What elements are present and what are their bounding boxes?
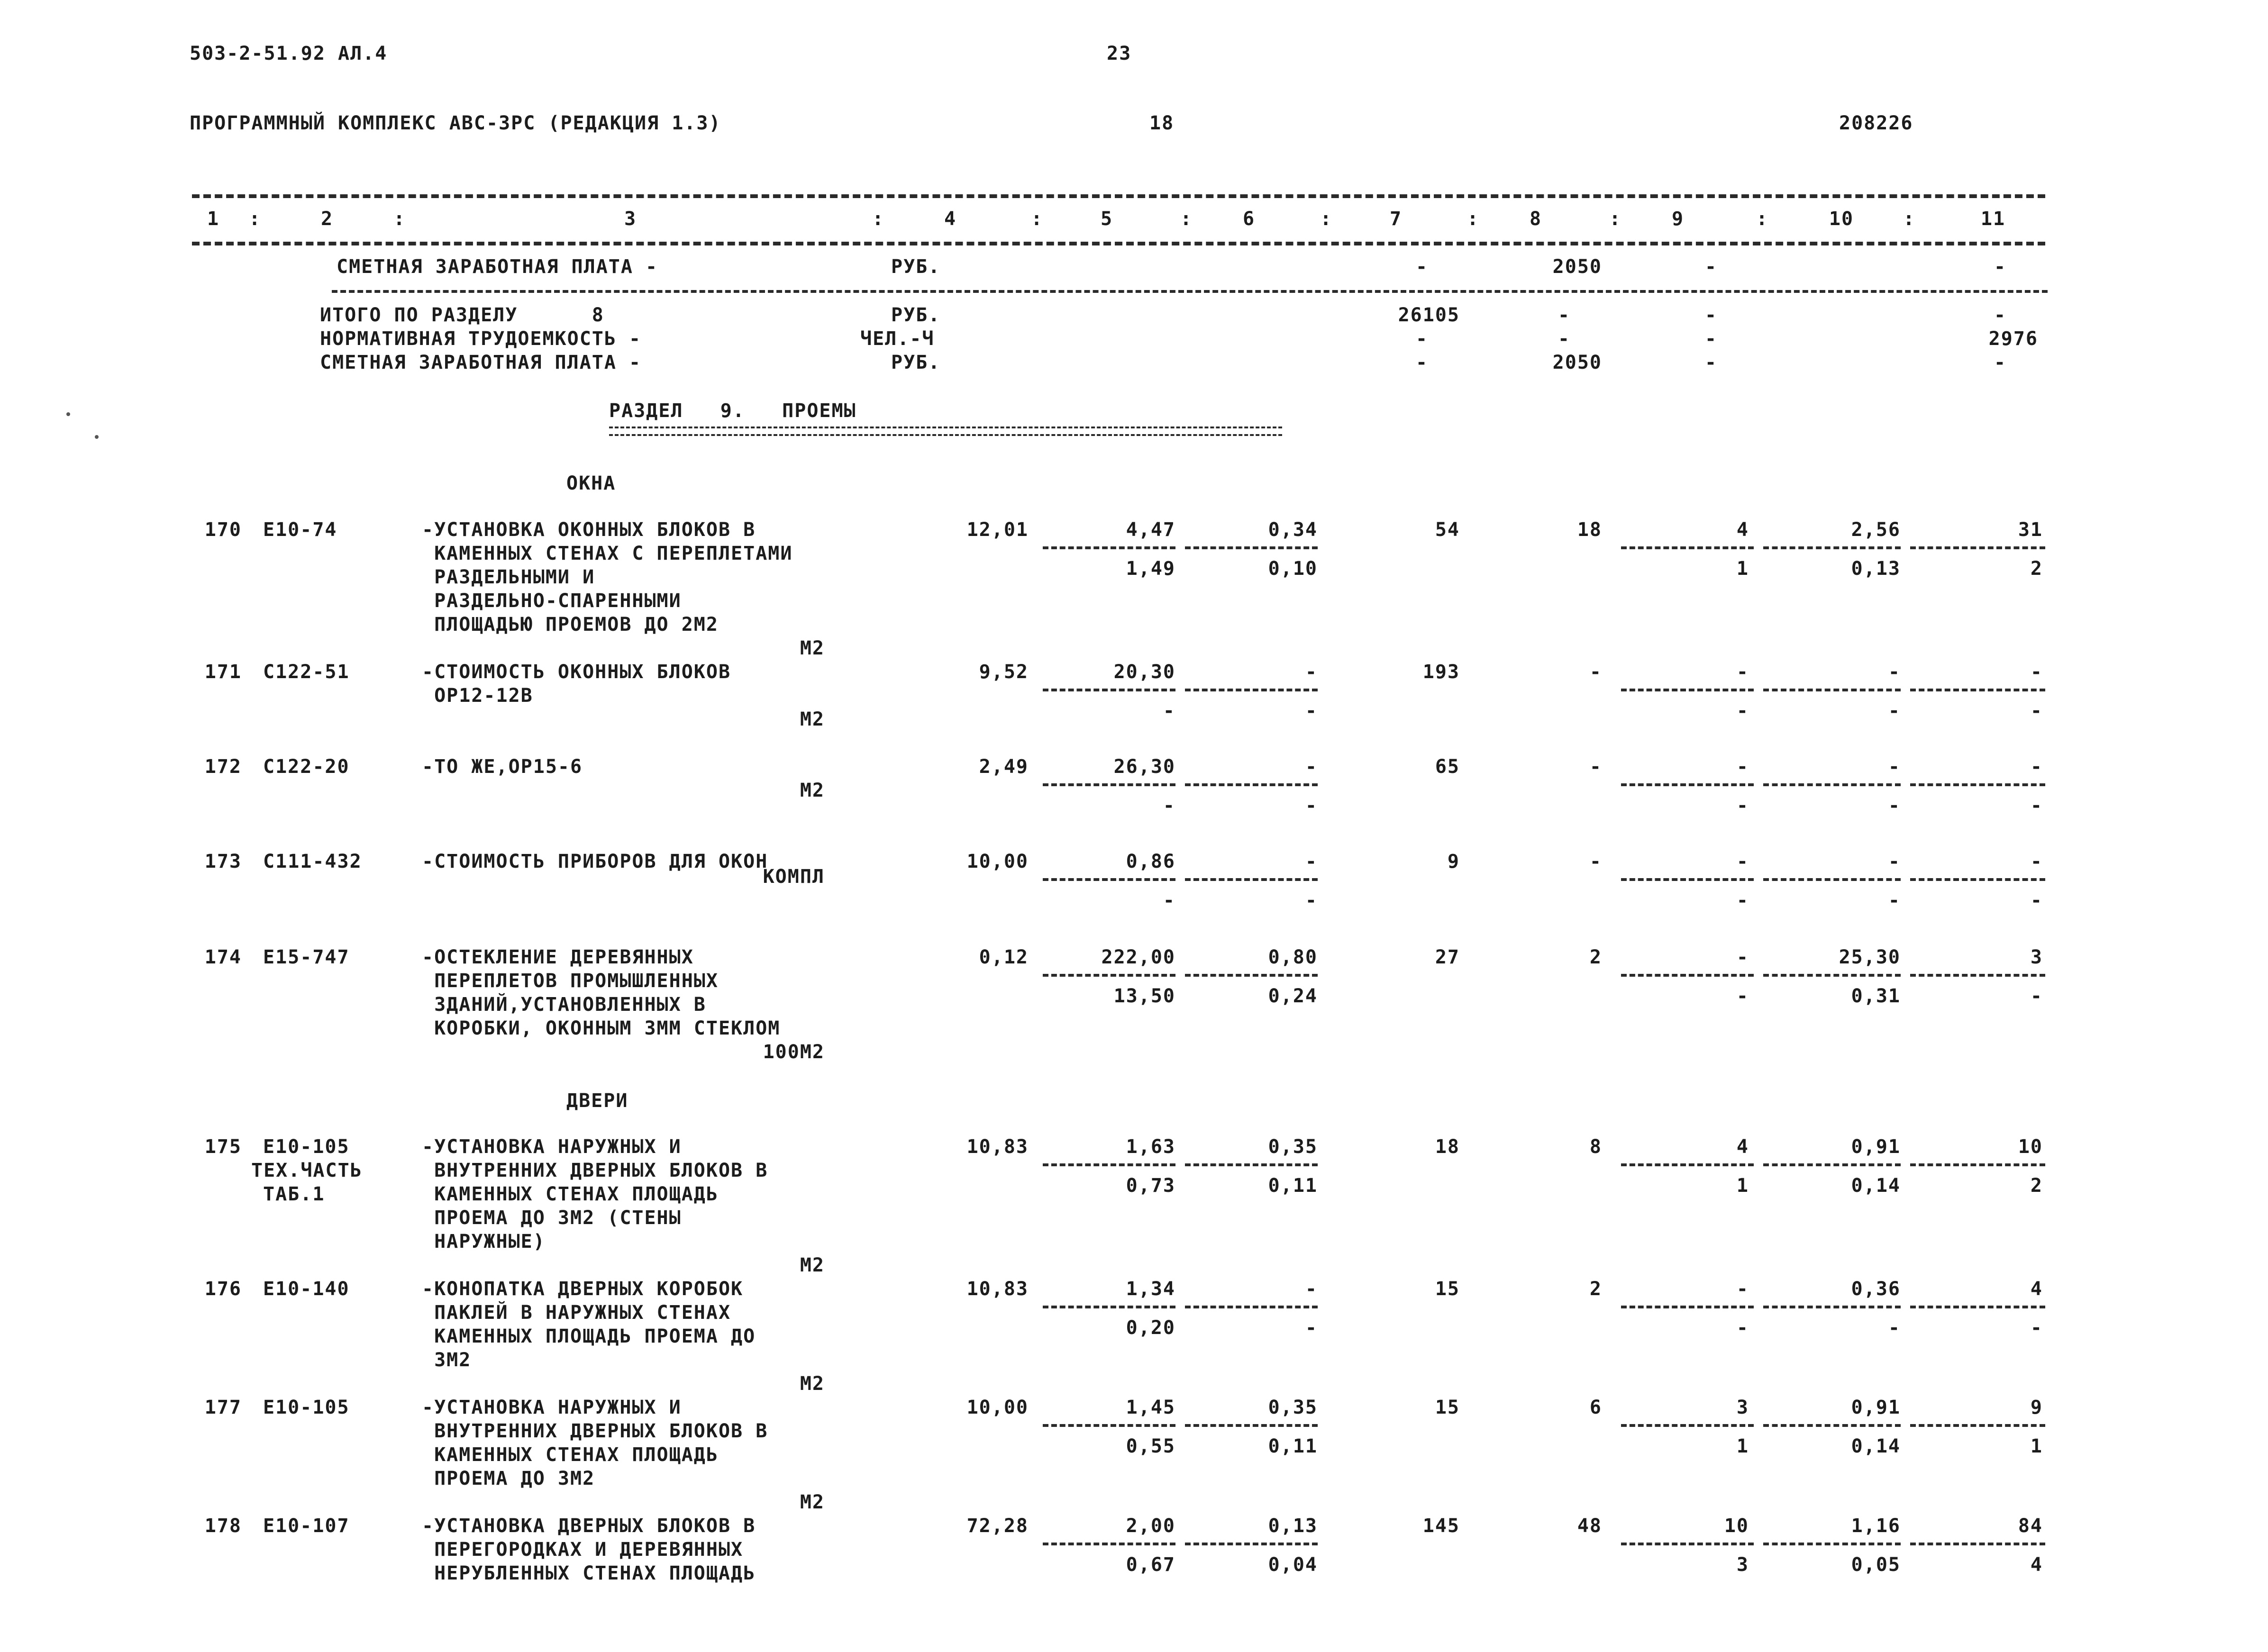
- row-code: Е10-107: [263, 1515, 350, 1537]
- row-labor: -: [1888, 661, 1901, 683]
- fraction-rule: [1621, 1163, 1754, 1166]
- row-operation-wage: -: [1736, 795, 1749, 817]
- row-operation-cost: -: [1736, 756, 1749, 778]
- fraction-rule: [1621, 1424, 1754, 1427]
- labor-intensity-c9: -: [1704, 328, 1718, 350]
- row-unit: 100М2: [763, 1041, 825, 1063]
- column-separator: :: [1467, 208, 1480, 230]
- row-unit: М2: [800, 1491, 825, 1513]
- scan-speck: [95, 435, 99, 439]
- row-unit: М2: [800, 1373, 825, 1395]
- row-labor-machine: 0,13: [1851, 558, 1901, 580]
- row-total-cost: 145: [1422, 1515, 1460, 1537]
- row-labor-total: 84: [2018, 1515, 2043, 1537]
- estimated-wage-c8: 2050: [1552, 352, 1602, 373]
- row-labor-machine-total: -: [2030, 890, 2043, 911]
- row-labor-machine-total: -: [2030, 795, 2043, 817]
- fraction-rule: [1763, 1424, 1901, 1427]
- column-separator: :: [1609, 208, 1622, 230]
- row-description: -СТОИМОСТЬ ПРИБОРОВ ДЛЯ ОКОН: [422, 851, 768, 872]
- row-unit-price: 1,63: [1126, 1136, 1175, 1158]
- row-unit-price-wage: -: [1163, 795, 1175, 817]
- row-quantity: 0,12: [979, 946, 1029, 968]
- fraction-rule: [1043, 1543, 1175, 1545]
- fraction-rule: [1043, 1424, 1175, 1427]
- fraction-rule: [1763, 1163, 1901, 1166]
- section-title-underline: [609, 427, 1282, 436]
- row-operation-wage: 1: [1736, 558, 1749, 580]
- fraction-rule: [1763, 689, 1901, 691]
- row-description: -УСТАНОВКА ОКОННЫХ БЛОКОВ В КАМЕННЫХ СТЕНАХ С ПЕРЕПЛЕТАМИ РАЗДЕЛЬНЫМИ И РАЗДЕЛЬНО-СПАРЕННЫМИ ПЛОЩАДЬЮ ПРОЕМОВ ДО 2М2: [422, 519, 793, 635]
- column-separator: :: [249, 208, 262, 230]
- row-unit-price: 222,00: [1101, 946, 1175, 968]
- fraction-rule: [1185, 878, 1318, 881]
- column-separator: :: [1180, 208, 1193, 230]
- labor-intensity-label: НОРМАТИВНАЯ ТРУДОЕМКОСТЬ -: [320, 328, 642, 350]
- fraction-rule: [1621, 878, 1754, 881]
- row-quantity: 10,00: [966, 1397, 1029, 1418]
- fraction-rule: [1043, 689, 1175, 691]
- row-code-table: ТАБ.1: [263, 1183, 325, 1205]
- row-wages: -: [1589, 661, 1602, 683]
- column-number-1: 1: [207, 208, 220, 230]
- fraction-rule: [1910, 1163, 2045, 1166]
- row-quantity: 10,00: [966, 851, 1029, 872]
- row-unit-price-wage: 0,73: [1126, 1175, 1175, 1197]
- row-unit-price: 1,34: [1126, 1278, 1175, 1300]
- row-total-cost: 15: [1435, 1278, 1460, 1300]
- table-header-rule: [192, 242, 2045, 245]
- column-separator: :: [1320, 208, 1333, 230]
- estimated-wage-c7: -: [1415, 352, 1429, 373]
- section-total-c11: -: [1994, 304, 2007, 326]
- row-labor-machine-total: 2: [2030, 558, 2043, 580]
- row-labor: 0,91: [1851, 1136, 1901, 1158]
- row-wages: 2: [1589, 1278, 1602, 1300]
- summary-wage-c11: -: [1994, 256, 2007, 278]
- row-machine-wage: 0,04: [1268, 1554, 1318, 1576]
- estimate-code: 208226: [1839, 112, 1913, 134]
- row-wages: 6: [1589, 1397, 1602, 1418]
- fraction-rule: [1043, 1306, 1175, 1308]
- row-number: 173: [204, 851, 242, 872]
- row-machine-cost: 0,80: [1268, 946, 1318, 968]
- row-labor-machine-total: 2: [2030, 1175, 2043, 1197]
- row-machine-wage: -: [1305, 1317, 1318, 1339]
- row-labor-machine-total: -: [2030, 985, 2043, 1007]
- row-code: С122-20: [263, 756, 350, 778]
- row-machine-wage: 0,11: [1268, 1435, 1318, 1457]
- fraction-rule: [1910, 1543, 2045, 1545]
- program-title: ПРОГРАММНЫЙ КОМПЛЕКС АВС-3РС (РЕДАКЦИЯ 1.3): [190, 112, 721, 134]
- fraction-rule: [1621, 783, 1754, 786]
- row-labor-total: 10: [2018, 1136, 2043, 1158]
- row-machine-cost: -: [1305, 851, 1318, 872]
- row-total-cost: 15: [1435, 1397, 1460, 1418]
- column-number-6: 6: [1242, 208, 1256, 230]
- row-machine-wage: -: [1305, 700, 1318, 722]
- fraction-rule: [1910, 1424, 2045, 1427]
- labor-intensity-c11: 2976: [1988, 328, 2038, 350]
- fraction-rule: [1910, 974, 2045, 977]
- fraction-rule: [1043, 878, 1175, 881]
- summary-wage-c9: -: [1704, 256, 1718, 278]
- row-labor-machine: 0,14: [1851, 1175, 1901, 1197]
- row-unit-price-wage: 1,49: [1126, 558, 1175, 580]
- estimated-wage-unit: РУБ.: [891, 352, 941, 373]
- row-labor: -: [1888, 756, 1901, 778]
- row-operation-wage: 3: [1736, 1554, 1749, 1576]
- row-description: -УСТАНОВКА НАРУЖНЫХ И ВНУТРЕННИХ ДВЕРНЫХ БЛОКОВ В КАМЕННЫХ СТЕНАХ ПЛОЩАДЬ ПРОЕМА ДО 3М2: [422, 1397, 768, 1489]
- row-operation-wage: 1: [1736, 1435, 1749, 1457]
- column-number-3: 3: [624, 208, 637, 230]
- column-number-7: 7: [1389, 208, 1403, 230]
- row-unit-price-wage: -: [1163, 890, 1175, 911]
- row-total-cost: 193: [1422, 661, 1460, 683]
- row-operation-wage: -: [1736, 890, 1749, 911]
- fraction-rule: [1185, 783, 1318, 786]
- subsection-doors: ДВЕРИ: [566, 1090, 628, 1112]
- column-number-11: 11: [1980, 208, 2006, 230]
- row-labor-machine-total: -: [2030, 1317, 2043, 1339]
- row-description: -УСТАНОВКА ДВЕРНЫХ БЛОКОВ В ПЕРЕГОРОДКАХ И ДЕРЕВЯННЫХ НЕРУБЛЕННЫХ СТЕНАХ ПЛОЩАДЬ: [422, 1515, 756, 1584]
- section-total-c8: -: [1558, 304, 1571, 326]
- row-wages: -: [1589, 851, 1602, 872]
- table-top-rule: [192, 194, 2045, 198]
- row-description: -ОСТЕКЛЕНИЕ ДЕРЕВЯННЫХ ПЕРЕПЛЕТОВ ПРОМЫШЛЕННЫХ ЗДАНИЙ,УСТАНОВЛЕННЫХ В КОРОБКИ, ОКОННЫМ 3ММ СТЕКЛОМ: [422, 946, 781, 1039]
- fraction-rule: [1763, 1306, 1901, 1308]
- row-machine-cost: -: [1305, 756, 1318, 778]
- fraction-rule: [1763, 546, 1901, 549]
- row-quantity: 9,52: [979, 661, 1029, 683]
- row-number: 171: [204, 661, 242, 683]
- row-wages: 2: [1589, 946, 1602, 968]
- fraction-rule: [1185, 1424, 1318, 1427]
- row-total-cost: 18: [1435, 1136, 1460, 1158]
- row-unit-price: 4,47: [1126, 519, 1175, 541]
- row-machine-cost: 0,13: [1268, 1515, 1318, 1537]
- fraction-rule: [1763, 974, 1901, 977]
- labor-intensity-unit: ЧЕЛ.-Ч: [860, 328, 935, 350]
- row-operation-cost: -: [1736, 661, 1749, 683]
- row-labor: 25,30: [1839, 946, 1901, 968]
- estimated-wage-c11: -: [1994, 352, 2007, 373]
- fraction-rule: [1910, 878, 2045, 881]
- column-number-2: 2: [320, 208, 334, 230]
- fraction-rule: [1621, 974, 1754, 977]
- row-labor-machine: 0,05: [1851, 1554, 1901, 1576]
- row-code: С111-432: [263, 851, 362, 872]
- row-labor-machine: 0,31: [1851, 985, 1901, 1007]
- row-machine-cost: 0,35: [1268, 1136, 1318, 1158]
- row-number: 175: [204, 1136, 242, 1158]
- row-labor-machine: -: [1888, 700, 1901, 722]
- row-unit: М2: [800, 1254, 825, 1276]
- row-code: Е10-140: [263, 1278, 350, 1300]
- section-title: РАЗДЕЛ 9. ПРОЕМЫ: [609, 400, 856, 422]
- row-description: -ТО ЖЕ,ОР15-6: [422, 756, 583, 778]
- row-machine-wage: -: [1305, 795, 1318, 817]
- row-quantity: 12,01: [966, 519, 1029, 541]
- row-labor: 0,91: [1851, 1397, 1901, 1418]
- row-unit-price-wage: -: [1163, 700, 1175, 722]
- row-quantity: 10,83: [966, 1278, 1029, 1300]
- row-labor-total: 3: [2030, 946, 2043, 968]
- row-machine-cost: 0,34: [1268, 519, 1318, 541]
- row-wages: -: [1589, 756, 1602, 778]
- row-wages: 18: [1577, 519, 1602, 541]
- row-unit-price-wage: 13,50: [1113, 985, 1175, 1007]
- fraction-rule: [1763, 878, 1901, 881]
- page-number: 23: [1107, 43, 1132, 64]
- row-description: -КОНОПАТКА ДВЕРНЫХ КОРОБОК ПАКЛЕЙ В НАРУЖНЫХ СТЕНАХ КАМЕННЫХ ПЛОЩАДЬ ПРОЕМА ДО 3М2: [422, 1278, 756, 1371]
- row-machine-cost: -: [1305, 1278, 1318, 1300]
- row-labor: 1,16: [1851, 1515, 1901, 1537]
- row-labor-machine-total: -: [2030, 700, 2043, 722]
- fraction-rule: [1185, 1306, 1318, 1308]
- section-total-unit: РУБ.: [891, 304, 941, 326]
- row-labor-machine: 0,14: [1851, 1435, 1901, 1457]
- column-number-9: 9: [1671, 208, 1685, 230]
- row-unit-price-wage: 0,20: [1126, 1317, 1175, 1339]
- row-quantity: 2,49: [979, 756, 1029, 778]
- row-machine-wage: -: [1305, 890, 1318, 911]
- fraction-rule: [1043, 974, 1175, 977]
- fraction-rule: [1185, 546, 1318, 549]
- row-labor: -: [1888, 851, 1901, 872]
- column-separator: :: [1031, 208, 1044, 230]
- sheet-number: 18: [1149, 112, 1175, 134]
- column-number-4: 4: [944, 208, 957, 230]
- row-code: Е10-105: [263, 1136, 350, 1158]
- fraction-rule: [1621, 1306, 1754, 1308]
- row-labor: 2,56: [1851, 519, 1901, 541]
- row-labor-machine-total: 1: [2030, 1435, 2043, 1457]
- row-code-note: ТЕХ.ЧАСТЬ: [251, 1160, 363, 1181]
- fraction-rule: [1185, 1543, 1318, 1545]
- fraction-rule: [1621, 546, 1754, 549]
- row-machine-wage: 0,10: [1268, 558, 1318, 580]
- row-total-cost: 65: [1435, 756, 1460, 778]
- row-total-cost: 54: [1435, 519, 1460, 541]
- row-machine-wage: 0,11: [1268, 1175, 1318, 1197]
- row-unit-price: 1,45: [1126, 1397, 1175, 1418]
- fraction-rule: [1910, 546, 2045, 549]
- document-code: 503-2-51.92 АЛ.4: [190, 43, 388, 64]
- fraction-rule: [1621, 689, 1754, 691]
- row-operation-wage: 1: [1736, 1175, 1749, 1197]
- row-unit-price: 2,00: [1126, 1515, 1175, 1537]
- fraction-rule: [1910, 1306, 2045, 1308]
- row-unit-price-wage: 0,67: [1126, 1554, 1175, 1576]
- row-total-cost: 9: [1447, 851, 1460, 872]
- summary-rule: [332, 290, 2048, 293]
- column-number-5: 5: [1100, 208, 1113, 230]
- row-number: 172: [204, 756, 242, 778]
- fraction-rule: [1043, 783, 1175, 786]
- row-operation-cost: -: [1736, 946, 1749, 968]
- row-labor-machine: -: [1888, 1317, 1901, 1339]
- row-number: 177: [204, 1397, 242, 1418]
- fraction-rule: [1621, 1543, 1754, 1545]
- row-unit-price: 26,30: [1113, 756, 1175, 778]
- column-separator: :: [393, 208, 406, 230]
- estimated-wage-label: СМЕТНАЯ ЗАРАБОТНАЯ ПЛАТА -: [320, 352, 642, 373]
- row-unit: М2: [800, 780, 825, 801]
- scan-speck: [66, 412, 70, 416]
- row-unit: М2: [800, 708, 825, 730]
- row-operation-cost: -: [1736, 1278, 1749, 1300]
- fraction-rule: [1185, 974, 1318, 977]
- section-total-c9: -: [1704, 304, 1718, 326]
- row-description: -СТОИМОСТЬ ОКОННЫХ БЛОКОВ ОР12-12В: [422, 661, 731, 707]
- row-number: 174: [204, 946, 242, 968]
- labor-intensity-c7: -: [1415, 328, 1429, 350]
- row-labor-total: -: [2030, 756, 2043, 778]
- summary-wage-c7: -: [1415, 256, 1429, 278]
- row-operation-cost: 4: [1736, 1136, 1749, 1158]
- row-machine-cost: 0,35: [1268, 1397, 1318, 1418]
- row-unit-price: 20,30: [1113, 661, 1175, 683]
- row-labor-total: 4: [2030, 1278, 2043, 1300]
- row-operation-cost: 3: [1736, 1397, 1749, 1418]
- row-labor-machine-total: 4: [2030, 1554, 2043, 1576]
- column-separator: :: [1903, 208, 1916, 230]
- row-operation-cost: 4: [1736, 519, 1749, 541]
- row-wages: 8: [1589, 1136, 1602, 1158]
- fraction-rule: [1910, 783, 2045, 786]
- fraction-rule: [1185, 1163, 1318, 1166]
- estimated-wage-c9: -: [1704, 352, 1718, 373]
- row-number: 170: [204, 519, 242, 541]
- fraction-rule: [1043, 546, 1175, 549]
- row-wages: 48: [1577, 1515, 1602, 1537]
- section-total-c7: 26105: [1398, 304, 1460, 326]
- row-labor-machine: -: [1888, 795, 1901, 817]
- row-operation-wage: -: [1736, 1317, 1749, 1339]
- row-code: Е15-747: [263, 946, 350, 968]
- summary-wage-label: СМЕТНАЯ ЗАРАБОТНАЯ ПЛАТА -: [337, 256, 658, 278]
- fraction-rule: [1910, 689, 2045, 691]
- fraction-rule: [1185, 689, 1318, 691]
- column-separator: :: [872, 208, 885, 230]
- section-total-label: ИТОГО ПО РАЗДЕЛУ 8: [320, 304, 604, 326]
- row-operation-wage: -: [1736, 700, 1749, 722]
- row-labor: 0,36: [1851, 1278, 1901, 1300]
- row-machine-cost: -: [1305, 661, 1318, 683]
- row-labor-total: -: [2030, 661, 2043, 683]
- row-code: Е10-74: [263, 519, 337, 541]
- row-unit-price-wage: 0,55: [1126, 1435, 1175, 1457]
- row-operation-cost: 10: [1724, 1515, 1749, 1537]
- fraction-rule: [1763, 1543, 1901, 1545]
- row-number: 176: [204, 1278, 242, 1300]
- row-operation-wage: -: [1736, 985, 1749, 1007]
- row-description: -УСТАНОВКА НАРУЖНЫХ И ВНУТРЕННИХ ДВЕРНЫХ БЛОКОВ В КАМЕННЫХ СТЕНАХ ПЛОЩАДЬ ПРОЕМА ДО 3М2 (СТЕНЫ НАРУЖНЫЕ): [422, 1136, 768, 1253]
- row-labor-total: -: [2030, 851, 2043, 872]
- row-total-cost: 27: [1435, 946, 1460, 968]
- summary-wage-c8: 2050: [1552, 256, 1602, 278]
- column-number-8: 8: [1529, 208, 1542, 230]
- labor-intensity-c8: -: [1558, 328, 1571, 350]
- row-unit-price: 0,86: [1126, 851, 1175, 872]
- row-labor-machine: -: [1888, 890, 1901, 911]
- row-operation-cost: -: [1736, 851, 1749, 872]
- subsection-windows: ОКНА: [566, 472, 616, 494]
- row-labor-total: 9: [2030, 1397, 2043, 1418]
- row-labor-total: 31: [2018, 519, 2043, 541]
- row-quantity: 10,83: [966, 1136, 1029, 1158]
- fraction-rule: [1043, 1163, 1175, 1166]
- row-unit: КОМПЛ: [763, 866, 825, 888]
- row-number: 178: [204, 1515, 242, 1537]
- fraction-rule: [1763, 783, 1901, 786]
- row-unit: М2: [800, 637, 825, 659]
- row-machine-wage: 0,24: [1268, 985, 1318, 1007]
- row-code: Е10-105: [263, 1397, 350, 1418]
- row-quantity: 72,28: [966, 1515, 1029, 1537]
- summary-wage-unit: РУБ.: [891, 256, 941, 278]
- column-separator: :: [1756, 208, 1769, 230]
- column-number-10: 10: [1829, 208, 1854, 230]
- row-code: С122-51: [263, 661, 350, 683]
